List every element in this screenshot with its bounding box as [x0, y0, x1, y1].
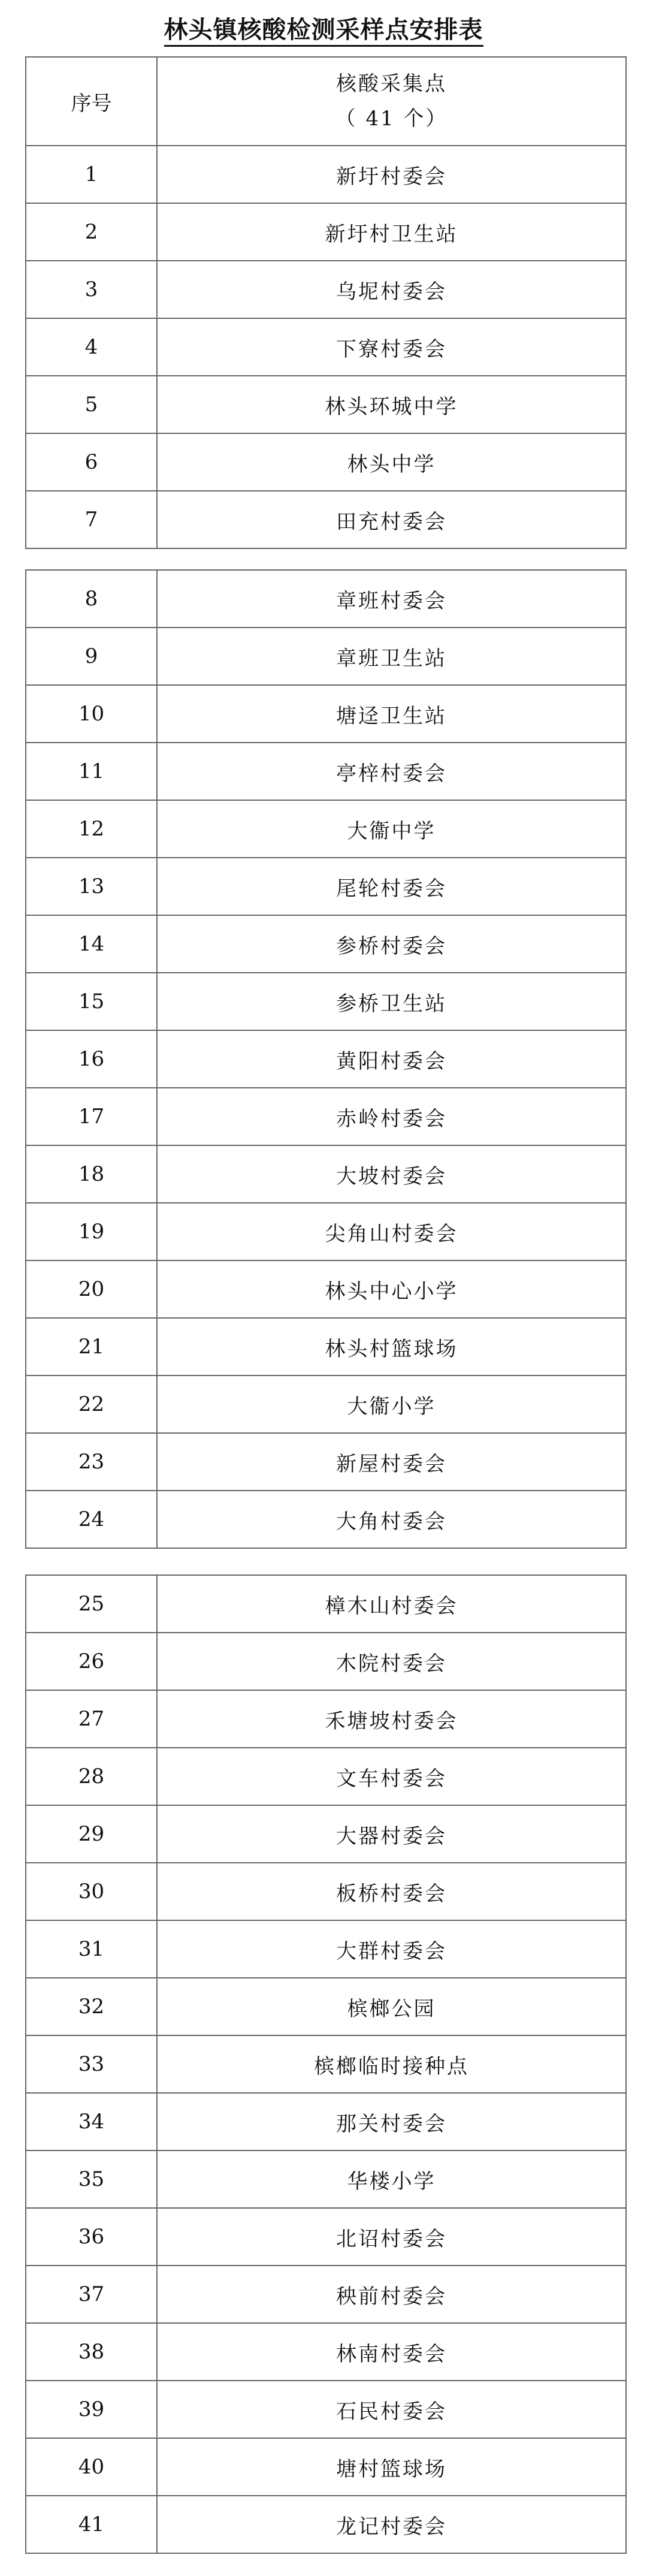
table-row [26, 1491, 626, 1548]
table-row [26, 1318, 626, 1376]
table-row [26, 2438, 626, 2496]
row-site-name: 秧前村委会 [157, 2266, 626, 2323]
row-site-name: 章班村委会 [157, 570, 626, 628]
table-row [26, 1088, 626, 1145]
table-header-row [26, 57, 626, 146]
row-index: 41 [26, 2496, 157, 2553]
row-site-name: 尾轮村委会 [157, 858, 626, 915]
row-index: 22 [26, 1376, 157, 1433]
row-index: 27 [26, 1690, 157, 1748]
row-site-name: 槟榔公园 [157, 1978, 626, 2035]
row-index: 5 [26, 376, 157, 433]
row-site-name: 大角村委会 [157, 1491, 626, 1548]
row-site-name: 大群村委会 [157, 1920, 626, 1978]
row-site-name: 大衞中学 [157, 800, 626, 858]
table-row [26, 2208, 626, 2266]
table-row [26, 1145, 626, 1203]
table-row [26, 1260, 626, 1318]
row-index: 31 [26, 1920, 157, 1978]
table-row [26, 318, 626, 376]
row-site-name: 北诏村委会 [157, 2208, 626, 2266]
row-site-name: 塘村篮球场 [157, 2438, 626, 2496]
row-site-name: 那关村委会 [157, 2093, 626, 2150]
row-index: 3 [26, 261, 157, 318]
row-index: 18 [26, 1145, 157, 1203]
row-index: 34 [26, 2093, 157, 2150]
row-index: 9 [26, 628, 157, 685]
row-index: 15 [26, 973, 157, 1030]
table-row [26, 1203, 626, 1260]
row-index: 24 [26, 1491, 157, 1548]
row-site-name: 田充村委会 [157, 491, 626, 548]
page-title [0, 13, 647, 47]
row-site-name: 林南村委会 [157, 2323, 626, 2381]
row-index: 30 [26, 1863, 157, 1920]
table-row [26, 1030, 626, 1088]
row-site-name: 龙记村委会 [157, 2496, 626, 2553]
row-index: 2 [26, 203, 157, 261]
row-site-name: 林头村篮球场 [157, 1318, 626, 1376]
row-site-name: 乌坭村委会 [157, 261, 626, 318]
table-row [26, 1805, 626, 1863]
row-site-name: 参桥卫生站 [157, 973, 626, 1030]
row-site-name: 参桥村委会 [157, 915, 626, 973]
table-row [26, 1690, 626, 1748]
row-site-name: 尖角山村委会 [157, 1203, 626, 1260]
row-site-name: 华楼小学 [157, 2150, 626, 2208]
row-site-name: 黄阳村委会 [157, 1030, 626, 1088]
row-site-name: 亭梓村委会 [157, 743, 626, 800]
row-index: 39 [26, 2381, 157, 2438]
row-site-name: 新圩村委会 [157, 146, 626, 203]
row-index: 32 [26, 1978, 157, 2035]
row-index: 7 [26, 491, 157, 548]
row-index: 40 [26, 2438, 157, 2496]
table-row [26, 2035, 626, 2093]
row-site-name: 新屋村委会 [157, 1433, 626, 1491]
row-site-name: 文车村委会 [157, 1748, 626, 1805]
table-row [26, 1433, 626, 1491]
row-site-name: 大器村委会 [157, 1805, 626, 1863]
row-site-name: 林头中学 [157, 433, 626, 491]
row-index: 36 [26, 2208, 157, 2266]
table-row [26, 2323, 626, 2381]
row-index: 17 [26, 1088, 157, 1145]
row-site-name: 塘迳卫生站 [157, 685, 626, 743]
table-row [26, 2496, 626, 2553]
row-index: 28 [26, 1748, 157, 1805]
row-index: 21 [26, 1318, 157, 1376]
row-index: 11 [26, 743, 157, 800]
table-row [26, 146, 626, 203]
table-row [26, 2093, 626, 2150]
row-index: 37 [26, 2266, 157, 2323]
table-row [26, 973, 626, 1030]
table-row [26, 685, 626, 743]
row-index: 6 [26, 433, 157, 491]
sampling-table-part-3 [25, 1574, 627, 2554]
table-row [26, 1978, 626, 2035]
row-site-name: 樟木山村委会 [157, 1575, 626, 1633]
table-row [26, 376, 626, 433]
table-row [26, 2381, 626, 2438]
table-row [26, 1863, 626, 1920]
row-site-name: 林头中心小学 [157, 1260, 626, 1318]
table-row [26, 203, 626, 261]
table-row [26, 628, 626, 685]
row-site-name: 石民村委会 [157, 2381, 626, 2438]
header-index: 序号 [26, 57, 157, 146]
row-index: 13 [26, 858, 157, 915]
row-site-name: 板桥村委会 [157, 1863, 626, 1920]
row-site-name: 禾塘坡村委会 [157, 1690, 626, 1748]
row-index: 26 [26, 1633, 157, 1690]
table-row [26, 261, 626, 318]
table-row [26, 2150, 626, 2208]
row-site-name: 木院村委会 [157, 1633, 626, 1690]
row-index: 12 [26, 800, 157, 858]
page-title-text: 林头镇核酸检测采样点安排表 [164, 16, 483, 47]
row-site-name: 新圩村卫生站 [157, 203, 626, 261]
table-row [26, 2266, 626, 2323]
row-index: 10 [26, 685, 157, 743]
row-index: 14 [26, 915, 157, 973]
row-index: 4 [26, 318, 157, 376]
row-index: 23 [26, 1433, 157, 1491]
row-index: 35 [26, 2150, 157, 2208]
row-index: 16 [26, 1030, 157, 1088]
table-row [26, 433, 626, 491]
sampling-table-part-1 [25, 56, 627, 549]
table-row [26, 1920, 626, 1978]
sampling-table-part-2 [25, 569, 627, 1549]
table-row [26, 1633, 626, 1690]
row-index: 20 [26, 1260, 157, 1318]
row-index: 33 [26, 2035, 157, 2093]
row-site-name: 大坡村委会 [157, 1145, 626, 1203]
row-index: 8 [26, 570, 157, 628]
row-index: 29 [26, 1805, 157, 1863]
table-row [26, 743, 626, 800]
table-row [26, 1748, 626, 1805]
row-index: 1 [26, 146, 157, 203]
row-index: 19 [26, 1203, 157, 1260]
table-row [26, 915, 626, 973]
table-row [26, 800, 626, 858]
table-row [26, 1376, 626, 1433]
row-site-name: 大衞小学 [157, 1376, 626, 1433]
row-site-name: 槟榔临时接种点 [157, 2035, 626, 2093]
table-row [26, 858, 626, 915]
table-row [26, 570, 626, 628]
header-site [157, 57, 626, 146]
row-index: 25 [26, 1575, 157, 1633]
row-index: 38 [26, 2323, 157, 2381]
row-site-name: 赤岭村委会 [157, 1088, 626, 1145]
row-site-name: 林头环城中学 [157, 376, 626, 433]
table-row [26, 491, 626, 548]
row-site-name: 下寮村委会 [157, 318, 626, 376]
header-site-title: 核酸采集点 [336, 72, 447, 96]
header-site-count: （ 41 个） [335, 107, 448, 131]
table-row [26, 1575, 626, 1633]
row-site-name: 章班卫生站 [157, 628, 626, 685]
